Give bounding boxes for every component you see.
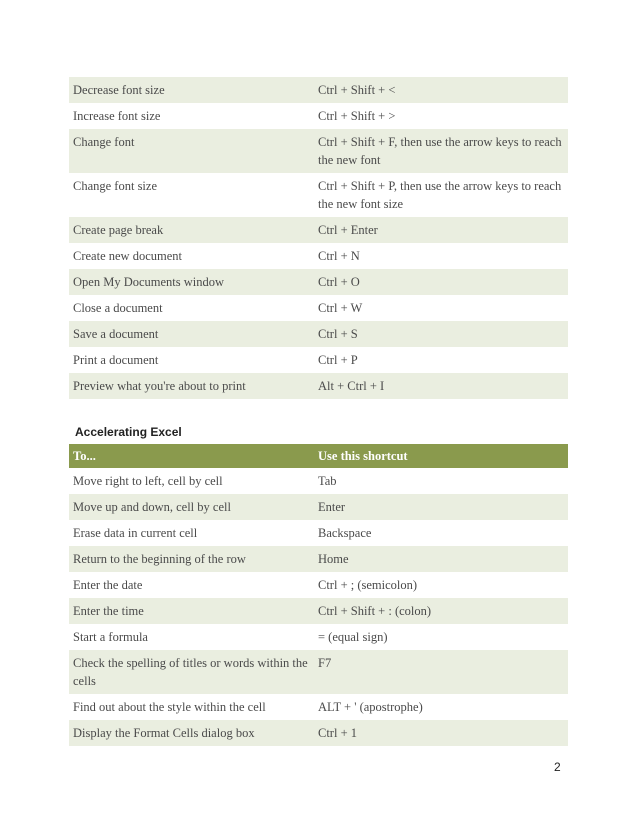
action-cell: Enter the date [73, 578, 143, 592]
action-cell: Open My Documents window [73, 275, 225, 289]
shortcut-cell: Alt + Ctrl + I [318, 379, 385, 393]
table-row [69, 572, 568, 598]
action-cell: Start a formula [73, 630, 148, 644]
table-row [69, 129, 568, 173]
table-row [69, 520, 568, 546]
excel-shortcuts-table [69, 444, 568, 746]
shortcut-cell: Ctrl + 1 [318, 726, 357, 740]
table-row [69, 468, 568, 494]
action-cell: Find out about the style within the cell [73, 700, 266, 714]
action-cell: Save a document [73, 327, 159, 341]
action-cell: Check the spelling of titles or words within the cells [73, 656, 308, 688]
shortcut-cell: ALT + ' (apostrophe) [318, 700, 423, 714]
table-row [69, 173, 568, 217]
section-heading: Accelerating Excel [75, 425, 182, 439]
shortcut-cell: Ctrl + Enter [318, 223, 378, 237]
shortcut-cell: Tab [318, 474, 337, 488]
action-cell: Create page break [73, 223, 164, 237]
shortcut-cell: Ctrl + N [318, 249, 360, 263]
table-row [69, 321, 568, 347]
table-row [69, 77, 568, 103]
table-row [69, 243, 568, 269]
table-header-row [69, 444, 568, 468]
action-cell: Return to the beginning of the row [73, 552, 246, 566]
shortcut-cell: Ctrl + Shift + > [318, 109, 396, 123]
action-cell: Enter the time [73, 604, 144, 618]
action-cell: Change font size [73, 179, 158, 193]
table-row [69, 546, 568, 572]
action-cell: Move right to left, cell by cell [73, 474, 223, 488]
shortcut-cell: Ctrl + W [318, 301, 363, 315]
shortcut-cell: Ctrl + Shift + < [318, 83, 396, 97]
table-row [69, 598, 568, 624]
shortcut-cell: Ctrl + Shift + P, then use the arrow keys to reach the new font size [318, 179, 562, 211]
action-cell: Print a document [73, 353, 159, 367]
shortcut-cell: Ctrl + ; (semicolon) [318, 578, 418, 592]
table-row [69, 103, 568, 129]
header-cell-action: To... [73, 449, 96, 463]
action-cell: Decrease font size [73, 83, 165, 97]
shortcut-cell: Enter [318, 500, 346, 514]
table-row [69, 650, 568, 694]
table-row [69, 624, 568, 650]
table-row [69, 720, 568, 746]
shortcut-cell: Backspace [318, 526, 372, 540]
action-cell: Display the Format Cells dialog box [73, 726, 255, 740]
page-number: 2 [554, 760, 561, 774]
word-shortcuts-table [69, 77, 568, 399]
action-cell: Erase data in current cell [73, 526, 198, 540]
shortcut-cell: = (equal sign) [318, 630, 388, 644]
action-cell: Change font [73, 135, 135, 149]
table-row [69, 269, 568, 295]
action-cell: Preview what you're about to print [73, 379, 246, 393]
shortcut-cell: Home [318, 552, 349, 566]
table-row [69, 494, 568, 520]
shortcut-cell: Ctrl + P [318, 353, 358, 367]
header-cell-shortcut: Use this shortcut [318, 449, 408, 463]
table-row [69, 295, 568, 321]
shortcut-cell: Ctrl + Shift + : (colon) [318, 604, 432, 618]
action-cell: Increase font size [73, 109, 161, 123]
table-row [69, 373, 568, 399]
table-row [69, 694, 568, 720]
action-cell: Close a document [73, 301, 163, 315]
shortcut-cell: Ctrl + Shift + F, then use the arrow keys to reach the new font [318, 135, 562, 167]
shortcut-cell: Ctrl + O [318, 275, 360, 289]
table-row [69, 347, 568, 373]
shortcut-cell: Ctrl + S [318, 327, 358, 341]
action-cell: Create new document [73, 249, 182, 263]
action-cell: Move up and down, cell by cell [73, 500, 231, 514]
shortcut-cell: F7 [318, 656, 332, 670]
table-row [69, 217, 568, 243]
